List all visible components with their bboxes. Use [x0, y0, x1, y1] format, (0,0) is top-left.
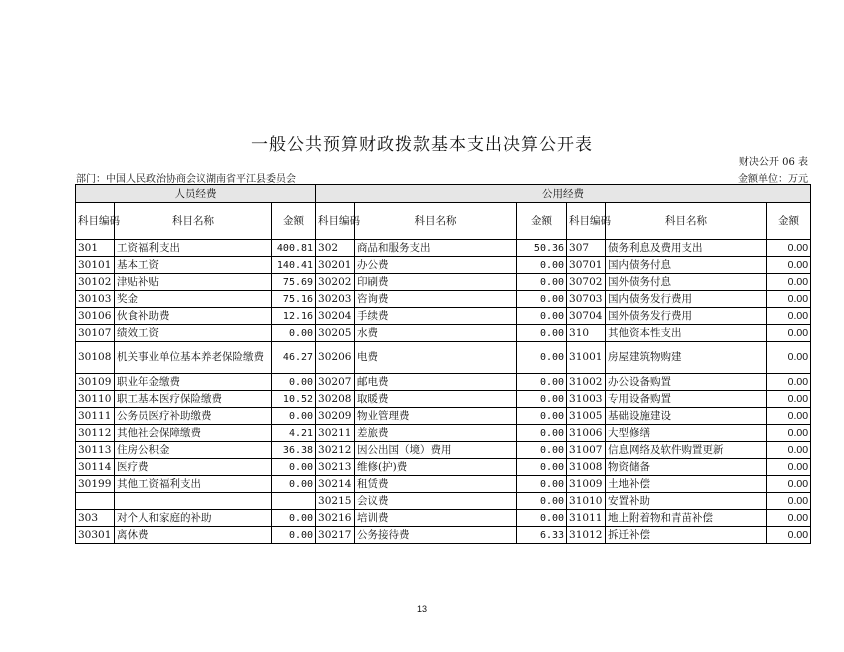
- cell-amount: 0.00: [767, 459, 811, 476]
- cell-amount: 0.00: [767, 391, 811, 408]
- group-header-public: 公用经费: [316, 185, 811, 203]
- col-header-amount: 金额: [767, 203, 811, 240]
- cell-name: 房屋建筑物购建: [606, 342, 767, 374]
- cell-amount: 0.00: [767, 274, 811, 291]
- cell-amount: 0.00: [517, 510, 567, 527]
- expenditure-table: [75, 184, 811, 544]
- col-header-code: 科目编码: [76, 203, 115, 240]
- table-row: [76, 342, 811, 374]
- col-header-name: 科目名称: [606, 203, 767, 240]
- cell-name: 公务员医疗补助缴费: [115, 408, 272, 425]
- group-header-personnel: 人员经费: [76, 185, 316, 203]
- cell-name: 手续费: [355, 308, 517, 325]
- cell-amount: 0.00: [517, 374, 567, 391]
- cell-amount: 46.27: [272, 342, 316, 374]
- cell-code: 31008: [567, 459, 606, 476]
- cell-code: 31002: [567, 374, 606, 391]
- cell-name: 咨询费: [355, 291, 517, 308]
- cell-code: 30107: [76, 325, 115, 342]
- cell-code: 30208: [316, 391, 355, 408]
- cell-code: 30212: [316, 442, 355, 459]
- cell-name: 商品和服务支出: [355, 240, 517, 257]
- cell-amount: 0.00: [767, 308, 811, 325]
- table-row: [76, 442, 811, 459]
- cell-name: 大型修缮: [606, 425, 767, 442]
- col-header-name: 科目名称: [355, 203, 517, 240]
- cell-name: 信息网络及软件购置更新: [606, 442, 767, 459]
- cell-amount: 0.00: [517, 308, 567, 325]
- cell-code: 31010: [567, 493, 606, 510]
- cell-name: 土地补偿: [606, 476, 767, 493]
- cell-amount: 0.00: [767, 442, 811, 459]
- table-row: [76, 308, 811, 325]
- cell-amount: 0.00: [767, 425, 811, 442]
- cell-name: 国外债务发行费用: [606, 308, 767, 325]
- cell-name: 绩效工资: [115, 325, 272, 342]
- cell-amount: 0.00: [767, 291, 811, 308]
- cell-code: 30202: [316, 274, 355, 291]
- cell-amount: 0.00: [272, 374, 316, 391]
- cell-name: 职业年金缴费: [115, 374, 272, 391]
- table-row: [76, 476, 811, 493]
- unit-label: 金额单位：万元: [738, 174, 808, 185]
- cell-code: 30207: [316, 374, 355, 391]
- table-row: [76, 374, 811, 391]
- cell-code: 30704: [567, 308, 606, 325]
- table-row: [76, 391, 811, 408]
- cell-name: 邮电费: [355, 374, 517, 391]
- cell-name: 医疗费: [115, 459, 272, 476]
- col-header-name: 科目名称: [115, 203, 272, 240]
- cell-name: 专用设备购置: [606, 391, 767, 408]
- cell-code: 30215: [316, 493, 355, 510]
- cell-code: 30702: [567, 274, 606, 291]
- cell-name: 津贴补贴: [115, 274, 272, 291]
- table-row: [76, 325, 811, 342]
- cell-code: 31012: [567, 527, 606, 544]
- cell-code: 31011: [567, 510, 606, 527]
- cell-name: 职工基本医疗保险缴费: [115, 391, 272, 408]
- cell-code: 30106: [76, 308, 115, 325]
- cell-name: 债务利息及费用支出: [606, 240, 767, 257]
- cell-name: 维修(护)费: [355, 459, 517, 476]
- cell-code: 30114: [76, 459, 115, 476]
- cell-amount: 140.41: [272, 257, 316, 274]
- cell-code: 31009: [567, 476, 606, 493]
- cell-code: 30209: [316, 408, 355, 425]
- cell-amount: 0.00: [517, 274, 567, 291]
- table-row: [76, 274, 811, 291]
- table-row: [76, 527, 811, 544]
- cell-amount: 0.00: [272, 325, 316, 342]
- table-row: [76, 510, 811, 527]
- cell-amount: 0.00: [517, 257, 567, 274]
- cell-amount: 50.36: [517, 240, 567, 257]
- cell-code: 31005: [567, 408, 606, 425]
- cell-amount: 0.00: [517, 342, 567, 374]
- cell-amount: 0.00: [517, 391, 567, 408]
- cell-code: 30110: [76, 391, 115, 408]
- table-row: [76, 408, 811, 425]
- cell-amount: 0.00: [767, 325, 811, 342]
- col-header-code: 科目编码: [567, 203, 606, 240]
- cell-amount: 0.00: [272, 459, 316, 476]
- cell-name: 租赁费: [355, 476, 517, 493]
- col-header-amount: 金额: [517, 203, 567, 240]
- cell-code: 30213: [316, 459, 355, 476]
- cell-name: 地上附着物和青苗补偿: [606, 510, 767, 527]
- cell-code: 30204: [316, 308, 355, 325]
- cell-code: 30101: [76, 257, 115, 274]
- cell-amount: 0.00: [767, 374, 811, 391]
- cell-name: 其他工资福利支出: [115, 476, 272, 493]
- cell-amount: 0.00: [767, 257, 811, 274]
- cell-name: 取暖费: [355, 391, 517, 408]
- cell-code: 30203: [316, 291, 355, 308]
- table-row: [76, 291, 811, 308]
- cell-amount: [272, 493, 316, 510]
- cell-code: 30111: [76, 408, 115, 425]
- cell-name: 办公费: [355, 257, 517, 274]
- cell-name: 其他社会保障缴费: [115, 425, 272, 442]
- cell-name: 水费: [355, 325, 517, 342]
- cell-amount: 75.69: [272, 274, 316, 291]
- cell-name: 电费: [355, 342, 517, 374]
- cell-name: 住房公积金: [115, 442, 272, 459]
- cell-amount: 0.00: [767, 527, 811, 544]
- cell-code: 302: [316, 240, 355, 257]
- table-row: [76, 459, 811, 476]
- table-row: [76, 425, 811, 442]
- cell-amount: 0.00: [767, 408, 811, 425]
- cell-amount: 10.52: [272, 391, 316, 408]
- cell-name: 物资储备: [606, 459, 767, 476]
- cell-name: 对个人和家庭的补助: [115, 510, 272, 527]
- cell-name: 伙食补助费: [115, 308, 272, 325]
- cell-code: 30102: [76, 274, 115, 291]
- cell-amount: 0.00: [517, 325, 567, 342]
- table-code: 财决公开 06 表: [738, 157, 808, 168]
- cell-amount: 0.00: [272, 476, 316, 493]
- cell-name: 其他资本性支出: [606, 325, 767, 342]
- cell-code: 30211: [316, 425, 355, 442]
- cell-amount: 0.00: [517, 442, 567, 459]
- cell-amount: 0.00: [272, 408, 316, 425]
- cell-code: 31001: [567, 342, 606, 374]
- cell-code: 30103: [76, 291, 115, 308]
- cell-amount: 6.33: [517, 527, 567, 544]
- cell-amount: 0.00: [767, 342, 811, 374]
- cell-name: 国内债务发行费用: [606, 291, 767, 308]
- cell-name: 印刷费: [355, 274, 517, 291]
- cell-name: 公务接待费: [355, 527, 517, 544]
- cell-name: 工资福利支出: [115, 240, 272, 257]
- cell-code: 30201: [316, 257, 355, 274]
- cell-name: 安置补助: [606, 493, 767, 510]
- cell-name: 国外债务付息: [606, 274, 767, 291]
- cell-code: [76, 493, 115, 510]
- cell-amount: 12.16: [272, 308, 316, 325]
- cell-name: 差旅费: [355, 425, 517, 442]
- cell-name: 会议费: [355, 493, 517, 510]
- cell-amount: 75.16: [272, 291, 316, 308]
- cell-amount: 0.00: [767, 510, 811, 527]
- cell-code: 307: [567, 240, 606, 257]
- cell-code: 30199: [76, 476, 115, 493]
- cell-amount: 0.00: [517, 291, 567, 308]
- cell-amount: 0.00: [517, 476, 567, 493]
- cell-name: [115, 493, 272, 510]
- cell-code: 310: [567, 325, 606, 342]
- cell-amount: 0.00: [767, 493, 811, 510]
- col-header-amount: 金额: [272, 203, 316, 240]
- cell-code: 30701: [567, 257, 606, 274]
- cell-name: 离休费: [115, 527, 272, 544]
- cell-amount: 4.21: [272, 425, 316, 442]
- cell-name: 因公出国（境）费用: [355, 442, 517, 459]
- cell-code: 30108: [76, 342, 115, 374]
- cell-code: 30113: [76, 442, 115, 459]
- cell-name: 基础设施建设: [606, 408, 767, 425]
- cell-name: 办公设备购置: [606, 374, 767, 391]
- cell-amount: 0.00: [272, 510, 316, 527]
- cell-name: 奖金: [115, 291, 272, 308]
- cell-amount: 0.00: [517, 408, 567, 425]
- cell-amount: 400.81: [272, 240, 316, 257]
- table-body: [76, 240, 811, 544]
- cell-code: 30216: [316, 510, 355, 527]
- cell-name: 国内债务付息: [606, 257, 767, 274]
- cell-code: 30205: [316, 325, 355, 342]
- col-header-code: 科目编码: [316, 203, 355, 240]
- cell-name: 拆迁补偿: [606, 527, 767, 544]
- cell-code: 31007: [567, 442, 606, 459]
- cell-amount: 0.00: [767, 240, 811, 257]
- cell-name: 培训费: [355, 510, 517, 527]
- cell-code: 30112: [76, 425, 115, 442]
- cell-amount: 0.00: [517, 425, 567, 442]
- cell-name: 物业管理费: [355, 408, 517, 425]
- cell-code: 30301: [76, 527, 115, 544]
- cell-code: 30217: [316, 527, 355, 544]
- page-number: 13: [416, 604, 427, 614]
- cell-code: 30109: [76, 374, 115, 391]
- cell-amount: 0.00: [272, 527, 316, 544]
- cell-code: 30703: [567, 291, 606, 308]
- cell-code: 303: [76, 510, 115, 527]
- page-title: 一般公共预算财政拨款基本支出决算公开表: [251, 135, 593, 155]
- table-row: [76, 257, 811, 274]
- cell-code: 31006: [567, 425, 606, 442]
- table-row: [76, 240, 811, 257]
- cell-amount: 0.00: [767, 476, 811, 493]
- cell-code: 31003: [567, 391, 606, 408]
- cell-code: 30214: [316, 476, 355, 493]
- cell-code: 301: [76, 240, 115, 257]
- cell-amount: 0.00: [517, 459, 567, 476]
- cell-name: 基本工资: [115, 257, 272, 274]
- table-row: [76, 493, 811, 510]
- cell-code: 30206: [316, 342, 355, 374]
- cell-amount: 36.38: [272, 442, 316, 459]
- cell-name: 机关事业单位基本养老保险缴费: [115, 342, 272, 374]
- department-label: 部门：中国人民政治协商会议湖南省平江县委员会: [76, 174, 296, 185]
- cell-amount: 0.00: [517, 493, 567, 510]
